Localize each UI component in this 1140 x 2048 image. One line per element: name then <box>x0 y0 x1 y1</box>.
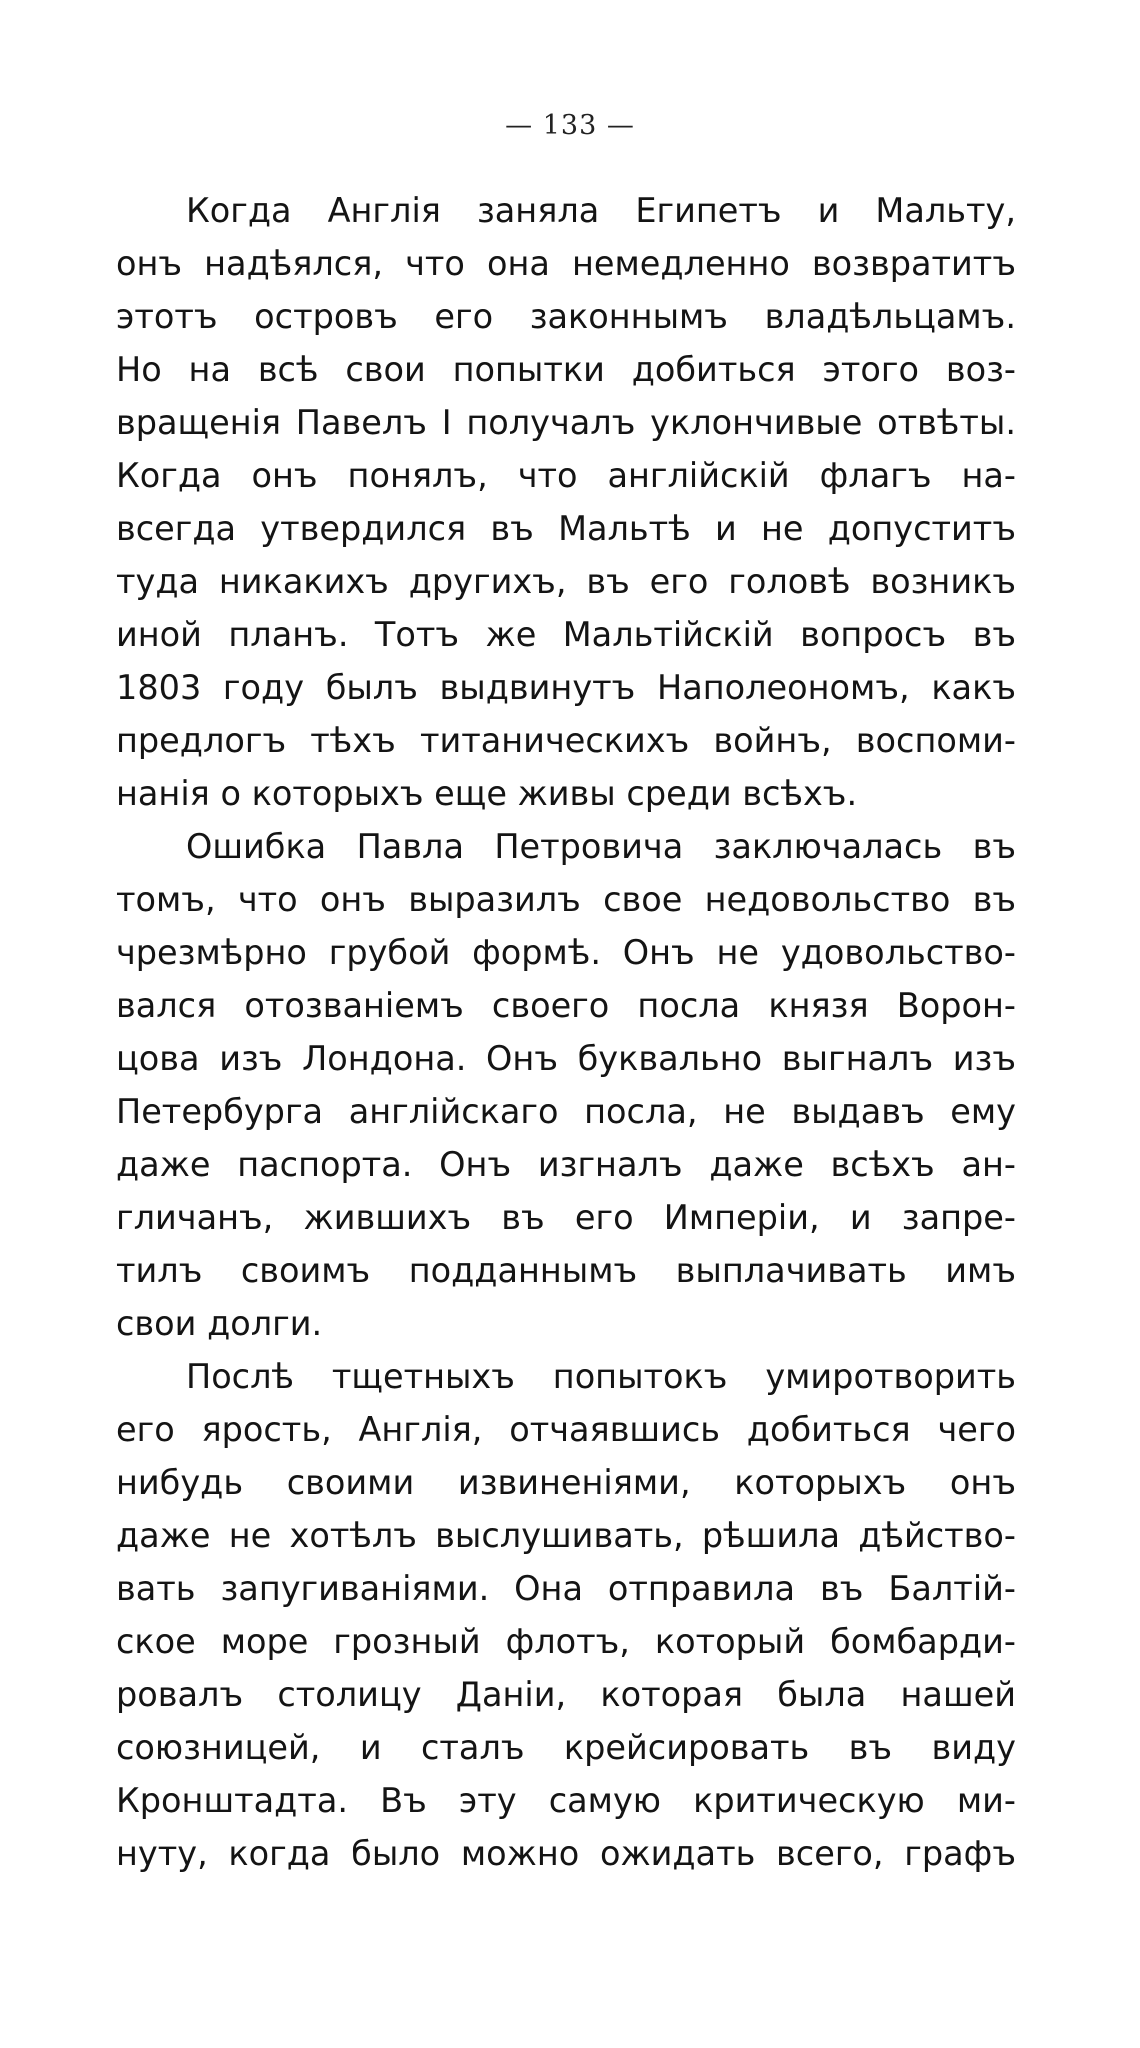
text-line: даже не хотѣлъ выслушивать, рѣшила дѣйство- <box>116 1516 1016 1555</box>
text-line: Ошибка Павла Петровича заключалась въ <box>186 827 1016 866</box>
paragraph-3 <box>116 1350 1016 1880</box>
text-line: ровалъ столицу Даніи, которая была нашей <box>116 1675 1016 1714</box>
text-line: гличанъ, жившихъ въ его Имперіи, и запре- <box>116 1198 1016 1237</box>
text-line: вращенія Павелъ I получалъ уклончивые отвѣты. <box>116 403 1016 442</box>
text-line: онъ надѣялся, что она немедленно возвратитъ <box>116 244 1016 283</box>
text-line: этотъ островъ его законнымъ владѣльцамъ. <box>116 297 1016 336</box>
text-line: Когда Англія заняла Египетъ и Мальту, <box>186 191 1016 230</box>
text-line: Когда онъ понялъ, что англійскій флагъ на- <box>116 456 1016 495</box>
text-line: союзницей, и сталъ крейсировать въ виду <box>116 1728 1016 1767</box>
text-line: нуту, когда было можно ожидать всего, графъ <box>116 1834 1016 1873</box>
text-line: Петербурга англійскаго посла, не выдавъ ему <box>116 1092 1016 1131</box>
text-line: свои долги. <box>116 1304 323 1343</box>
text-line: 1803 году былъ выдвинутъ Наполеономъ, какъ <box>116 668 1016 707</box>
text-line: иной планъ. Тотъ же Мальтійскій вопросъ въ <box>116 615 1016 654</box>
text-line: предлогъ тѣхъ титаническихъ войнъ, воспоми- <box>116 721 1016 760</box>
text-line: Послѣ тщетныхъ попытокъ умиротворить <box>186 1357 1016 1396</box>
page-number: — 133 — <box>505 110 635 141</box>
text-line: чрезмѣрно грубой формѣ. Онъ не удовольство- <box>116 933 1016 972</box>
text-line: даже паспорта. Онъ изгналъ даже всѣхъ ан- <box>116 1145 1016 1184</box>
text-line: Кронштадта. Въ эту самую критическую ми- <box>116 1781 1016 1820</box>
text-line: цова изъ Лондона. Онъ буквально выгналъ изъ <box>116 1039 1016 1078</box>
text-line: ское море грозный флотъ, который бомбарди- <box>116 1622 1016 1661</box>
body-text <box>116 184 1016 1880</box>
text-line: всегда утвердился въ Мальтѣ и не допуститъ <box>116 509 1016 548</box>
text-line: вался отозваніемъ своего посла князя Ворон- <box>116 986 1016 1025</box>
text-line: Но на всѣ свои попытки добиться этого воз- <box>116 350 1016 389</box>
paragraph-2 <box>116 820 1016 1350</box>
text-line: нанія о которыхъ еще живы среди всѣхъ. <box>116 774 858 813</box>
text-line: тилъ своимъ подданнымъ выплачивать имъ <box>116 1251 1016 1290</box>
text-line: вать запугиваніями. Она отправила въ Балтій- <box>116 1569 1016 1608</box>
text-line: его ярость, Англія, отчаявшись добиться чего <box>116 1410 1016 1449</box>
text-line: туда никакихъ другихъ, въ его головѣ возникъ <box>116 562 1016 601</box>
text-line: томъ, что онъ выразилъ свое недовольство въ <box>116 880 1016 919</box>
text-line: нибудь своими извиненіями, которыхъ онъ <box>116 1463 1016 1502</box>
paragraph-1 <box>116 184 1016 820</box>
